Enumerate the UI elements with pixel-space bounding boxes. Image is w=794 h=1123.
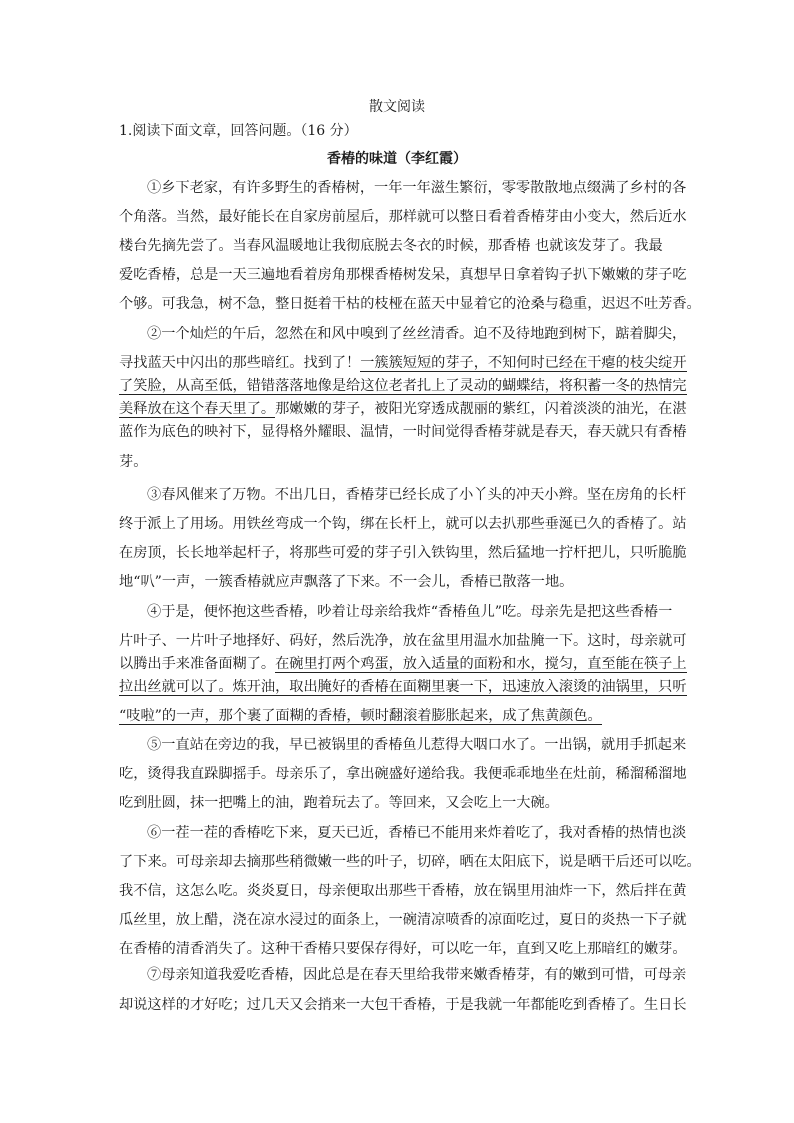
text-segment: 终于派上了用场。用铁丝弯成一个钩，绑在长杆上，就可以去扒那些垂涎已久的香椿了。站: [119, 516, 687, 532]
paragraph-3-line-2: [119, 512, 687, 536]
paragraph-6-line-5: [119, 937, 687, 961]
text-segment: 楼台先摘先尝了。当春风温暖地让我彻底脱去冬衣的时候，那香椿 也就该发芽了。我最: [119, 238, 663, 254]
underlined-text: 拉出丝就可以了。炼开油，取出腌好的香椿在面糊里裹一下，迅速放入滚烫的油锅里，只听: [119, 679, 687, 695]
paragraph-2-line-6: [119, 450, 147, 474]
text-segment: 吃到肚圆，抹一把嘴上的油，跑着玩去了。等回来，又会吃上一大碗。: [119, 795, 559, 811]
text-segment: 吃，烫得我直跺脚摇手。母亲乐了，拿出碗盛好递给我。我便乖乖地坐在灶前，稀溜稀溜地: [119, 766, 687, 782]
underlined-text: 美释放在这个春天里了。: [119, 401, 276, 417]
paragraph-6-line-3: [119, 879, 687, 903]
underlined-text: “吱啦”的一声，那个裹了面糊的香椿，顿时翻滚着膨胀起来，成了焦黄颜色。: [119, 708, 602, 724]
text-segment: 了下来。可母亲却去摘那些稍微嫩一些的叶子，切碎，晒在太阳底下，说是晒干后还可以吃。: [119, 854, 701, 870]
paragraph-2-line-1: [147, 322, 686, 346]
text-segment: 地“叭”一声，一簇香椿就应声飘落了下来。不一会儿，香椿已散落一地。: [119, 574, 574, 590]
text-segment: 却说这样的才好吃；过几天又会捎来一大包干香椿，于是我就一年都能吃到香椿了。生日长: [119, 997, 687, 1013]
text-segment: 爱吃香椿，总是一天三遍地看着房角那棵香椿树发呆，真想早日拿着钩子扒下嫩嫩的芽子吃: [119, 267, 687, 283]
paragraph-1-line-4: [119, 263, 687, 287]
paragraph-4-line-4: [119, 675, 687, 699]
text-segment: ⑦母亲知道我爱吃香椿，因此总是在春天里给我带来嫩香椿芽，有的嫩到可惜，可母亲: [147, 967, 687, 983]
question-prompt: 1.阅读下面文章，回答问题。（16 分）: [119, 123, 358, 139]
paragraph-3-line-1: [147, 483, 686, 507]
paragraph-3-line-3: [119, 541, 687, 565]
paragraph-2-line-3: [119, 374, 687, 398]
text-segment: 以腾出手来准备面糊了。: [119, 656, 276, 672]
text-segment: ④于是，便怀抱这些香椿，吵着让母亲给我炸“香椿鱼儿”吃。母亲先是把这些香椿一: [147, 604, 673, 620]
paragraph-5-line-1: [147, 733, 686, 757]
paragraph-1-line-1: [147, 176, 686, 200]
paragraph-4-line-5: [119, 704, 602, 728]
text-segment: ③春风催来了万物。不出几日，香椿芽已经长成了小丫头的冲天小辫。坚在房角的长杆: [147, 487, 687, 503]
article-title: 香椿的味道（李红霞）: [327, 151, 467, 167]
paragraph-1-line-5: [119, 292, 701, 316]
underlined-text: 了笑脸，从高至低，错错落落地像是给这位老者扎上了灵动的蝴蝶结，将积蓄一冬的热情完: [119, 378, 687, 394]
text-segment: ②一个灿烂的午后，忽然在和风中嗅到了丝丝清香。迫不及待地跑到树下，踮着脚尖，: [147, 326, 687, 342]
paragraph-5-line-3: [119, 791, 559, 815]
section-title: 散文阅读: [369, 99, 425, 115]
paragraph-2-line-5: [119, 420, 687, 444]
paragraph-4-line-3: [119, 652, 687, 676]
paragraph-3-line-4: [119, 570, 573, 594]
paragraph-5-line-2: [119, 762, 687, 786]
text-segment: ①乡下老家，有许多野生的香椿树，一年一年滋生繁衍，零零散散地点缀满了乡村的各: [147, 180, 687, 196]
paragraph-1-line-3: [119, 234, 663, 258]
paragraph-6-line-4: [119, 908, 687, 932]
text-segment: ⑥一茬一茬的香椿吃下来，夏天已近，香椿已不能用来炸着吃了，我对香椿的热情也淡: [147, 825, 687, 841]
paragraph-2-line-4: [119, 397, 687, 421]
text-segment: 片叶子、一片叶子地择好、码好，然后洗净，放在盆里用温水加盐腌一下。这时，母亲就可: [119, 633, 687, 649]
text-segment: ⑤一直站在旁边的我，早已被锅里的香椿鱼儿惹得大咽口水了。一出锅，就用手抓起来: [147, 737, 687, 753]
paragraph-6-line-2: [119, 850, 701, 874]
paragraph-1-line-2: [119, 205, 687, 229]
text-segment: 蓝作为底色的映衬下，显得格外耀眼、温情，一时间觉得香椿芽就是春天，春天就只有香椿: [119, 424, 687, 440]
text-segment: 我不信，这怎么吃。炎炎夏日，母亲便取出那些干香椿，放在锅里用油炸一下，然后拌在黄: [119, 883, 687, 899]
paragraph-6-line-1: [147, 821, 686, 845]
paragraph-7-line-1: [147, 963, 686, 987]
underlined-text: 在碗里打两个鸡蛋，放入适量的面粉和水，搅匀，直至能在筷子上: [275, 656, 687, 672]
text-segment: 在房顶，长长地举起杆子，将那些可爱的芽子引入铁钩里，然后猛地一拧杆把儿，只听脆脆: [119, 545, 687, 561]
paragraph-4-line-2: [119, 629, 687, 653]
paragraph-7-line-2: [119, 993, 687, 1017]
text-segment: 个角落。当然，最好能长在自家房前屋后，那样就可以整日看着香椿芽由小变大，然后近水: [119, 209, 687, 225]
underlined-text: 一簇簇短短的芽子，不知何时已经在干瘪的枝尖绽开: [360, 355, 687, 371]
paragraph-2-line-2: [119, 351, 687, 375]
text-segment: 寻找蓝天中闪出的那些暗红。找到了！: [119, 355, 361, 371]
text-segment: 瓜丝里，放上醋，浇在凉水浸过的面条上，一碗清凉喷香的凉面吃过，夏日的炎热一下子就: [119, 912, 687, 928]
text-segment: 在香椿的清香消失了。这种干香椿只要保存得好，可以吃一年，直到又吃上那暗红的嫩芽。: [119, 941, 687, 957]
text-segment: 那嫩嫩的芽子，被阳光穿透成靓丽的紫红，闪着淡淡的油光，在湛: [275, 401, 687, 417]
text-segment: 个够。可我急，树不急，整日挺着干枯的枝桠在蓝天中显着它的沧桑与稳重，迟迟不吐芳香。: [119, 296, 701, 312]
text-segment: 芽。: [119, 454, 148, 470]
paragraph-4-line-1: [147, 600, 672, 624]
